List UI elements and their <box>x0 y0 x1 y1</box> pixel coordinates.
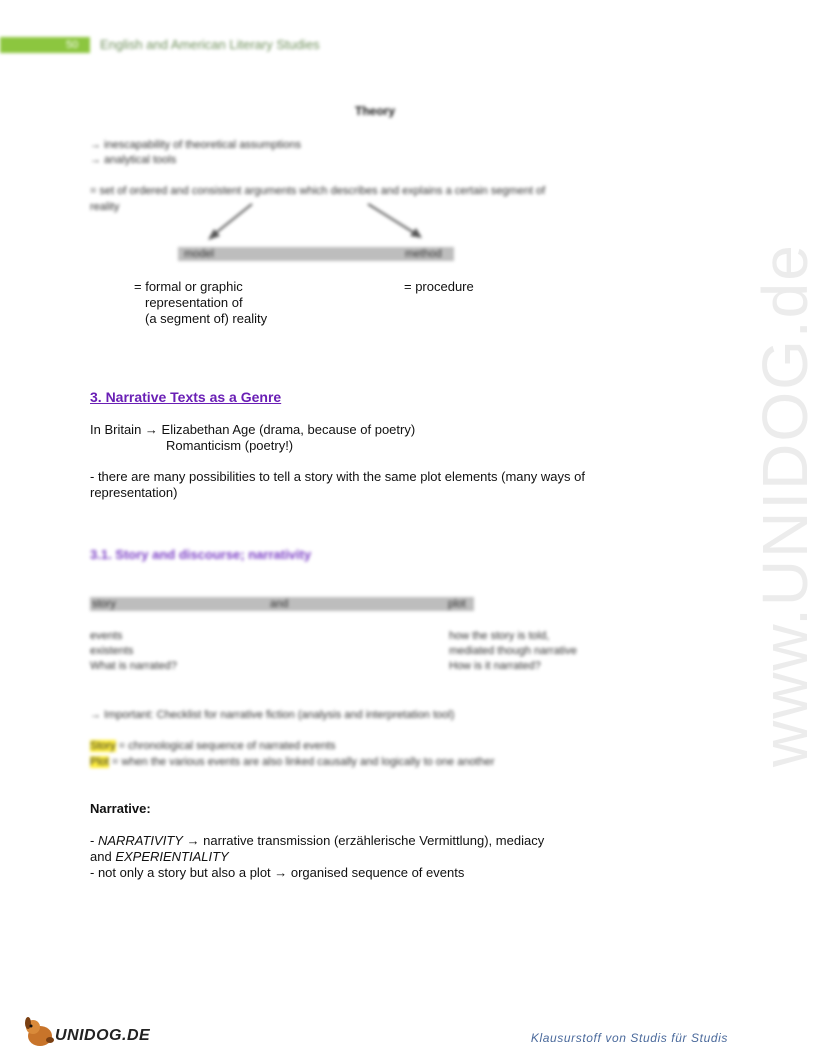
footer-tagline: Klausurstoff von Studis für Studis <box>530 1031 728 1045</box>
plot-definition <box>90 754 495 770</box>
model-label: model <box>184 248 214 260</box>
experientiality-term: EXPERIENTIALITY <box>115 849 229 864</box>
theory-bullet-2: → analytical tools <box>90 154 177 166</box>
bar-label-and: and <box>270 598 289 610</box>
method-label: method <box>405 248 442 260</box>
plot-def: = when the various events are also linked causally and logically to one another <box>108 756 495 768</box>
britain-line1: In Britain → Elizabethan Age (drama, because of poetry) <box>90 422 416 437</box>
footer-logo: UNIDOG.DE <box>55 1027 151 1044</box>
narrative-line3: - not only a story but also a plot → organised sequence of events <box>90 865 465 880</box>
narrative-line2 <box>90 849 229 865</box>
model-def-line1: = formal or graphic <box>134 279 243 294</box>
bar-label-plot: plot <box>448 598 466 610</box>
plot-right-line3: How is it narrated? <box>449 660 541 672</box>
story-left-line3: What is narrated? <box>90 660 177 672</box>
section31-heading: 3.1. Story and discourse; narrativity <box>90 547 312 562</box>
theory-definition-line1: = set of ordered and consistent arguments which describes and explains a certain segment of <box>90 185 546 197</box>
theory-definition-line2: reality <box>90 201 120 213</box>
model-def-line3: (a segment of) reality <box>145 311 268 326</box>
narrativity-term: NARRATIVITY <box>97 833 183 848</box>
narrative-line1-prefix: - <box>90 833 98 848</box>
model-def-line2: representation of <box>145 295 243 310</box>
story-def: = chronological sequence of narrated events <box>115 740 336 752</box>
britain-line2: Romanticism (poetry!) <box>166 438 294 453</box>
arrow-right-head <box>410 228 422 238</box>
possibilities-line2: representation) <box>90 485 178 500</box>
plot-right-line2: mediated though narrative <box>449 645 577 657</box>
theory-bullet-1: → inescapability of theoretical assumptions <box>90 139 301 151</box>
narrative-line1 <box>90 833 544 849</box>
diagram-arrows <box>170 198 450 248</box>
story-term: Story <box>90 740 116 752</box>
bar-label-story: story <box>92 598 116 610</box>
plot-right-line1: how the story is told, <box>449 630 550 642</box>
story-left-line1: events <box>90 630 123 642</box>
theory-title: Theory <box>354 104 395 118</box>
section3-heading: 3. Narrative Texts as a Genre <box>90 389 282 405</box>
header-title: English and American Literary Studies <box>100 37 320 52</box>
plot-term: Plot <box>90 756 109 768</box>
story-definition <box>90 738 336 754</box>
narrative-heading: Narrative: <box>90 801 151 816</box>
narrative-line1-rest: → narrative transmission (erzählerische Vermittlung), mediacy <box>182 833 545 848</box>
narrative-line2-prefix: and <box>90 849 116 864</box>
method-def: = procedure <box>404 279 474 294</box>
story-left-line2: existents <box>90 645 134 657</box>
page-number: 50 <box>66 39 79 51</box>
watermark: www.UNIDOG.de <box>749 243 821 767</box>
dog-mascot-icon <box>22 1016 58 1048</box>
possibilities-line1: - there are many possibilities to tell a story with the same plot elements (many ways of <box>90 469 585 484</box>
arrow-left <box>212 204 252 236</box>
important-checklist: → Important: Checklist for narrative fiction (analysis and interpretation tool) <box>90 709 455 721</box>
arrow-right <box>368 204 416 234</box>
